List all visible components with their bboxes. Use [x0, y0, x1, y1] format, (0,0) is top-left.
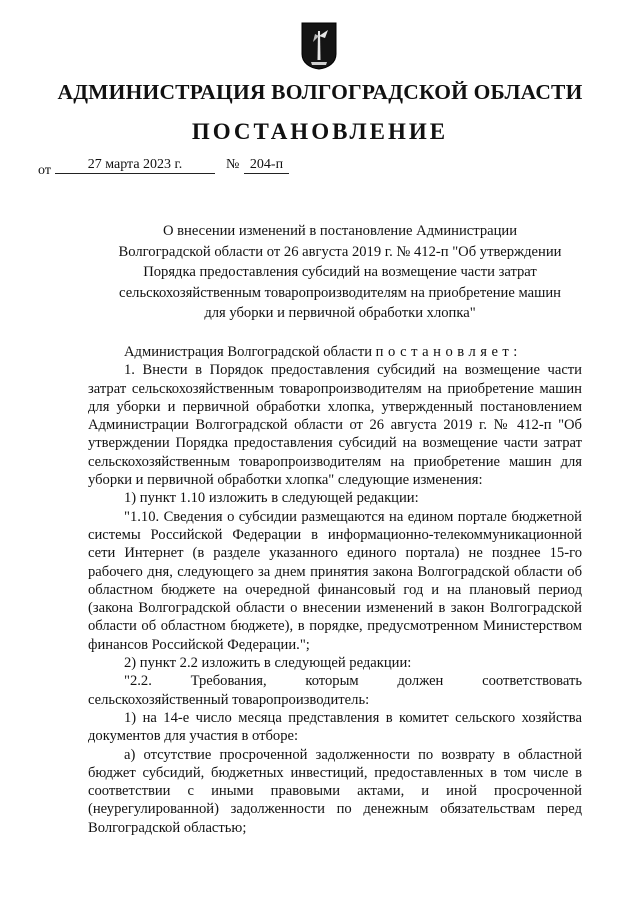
- document-type: ПОСТАНОВЛЕНИЕ: [191, 119, 449, 144]
- title-line: сельскохозяйственным товаропроизводителям на приобретение машин: [119, 284, 561, 301]
- date-prefix-label: от: [38, 163, 51, 178]
- resolves-word: постановляет:: [375, 344, 522, 360]
- title-line: Волгоградской области от 26 августа 2019 г. № 412-п "Об утверждении: [118, 243, 562, 260]
- body-paragraph: "1.10. Сведения о субсидии размещаются на едином портале бюджетной системы Российской Федерации в информационно-телекоммуникационной сети Интернет (в разделе указанного единого портала) не позднее 15-го рабочего дня, следующего за днем принятия закона Волгоградской области об областном бюджете на очередной финансовый год и на плановый период (закона Волгоградской области о внесении изменений в закон Волгоградской области об областном бюджете), в порядке, предусмотренном Министерством финансов Российской Федерации.";: [88, 508, 582, 653]
- document-body: [88, 343, 582, 837]
- coat-of-arms-icon: [301, 22, 337, 70]
- preamble-paragraph: [88, 343, 582, 361]
- number-prefix-label: №: [226, 157, 240, 172]
- body-paragraph: 1) на 14-е число месяца представления в комитет сельского хозяйства документов для участия в отборе:: [88, 709, 582, 745]
- document-number: 204-п: [244, 157, 289, 174]
- body-paragraph: "2.2. Требования, которым должен соответствовать сельскохозяйственный товаропроизводитель:: [88, 673, 582, 708]
- body-paragraph: а) отсутствие просроченной задолженности по возврату в областной бюджет субсидий, бюджетных инвестиций, предоставленных в том числе в соответствии с иными правовыми актами, и иной просроченной (неурегулированной) задолженности по денежным обязательствам перед Волгоградской областью;: [88, 746, 582, 836]
- body-paragraph: 2) пункт 2.2 изложить в следующей редакции:: [124, 655, 412, 672]
- title-line: О внесении изменений в постановление Администрации: [162, 223, 518, 239]
- preamble-text: Администрация Волгоградской области: [124, 344, 373, 360]
- document-date: 27 марта 2023 г.: [55, 157, 215, 174]
- organization-name: АДМИНИСТРАЦИЯ ВОЛГОГРАДСКОЙ ОБЛАСТИ: [57, 80, 583, 104]
- title-line: для уборки и первичной обработки хлопка": [204, 305, 476, 321]
- title-line: Порядка предоставления субсидий на возмещение части затрат: [143, 264, 537, 280]
- body-paragraph: 1. Внести в Порядок предоставления субсидий на возмещение части затрат сельскохозяйственным товаропроизводителям на приобретение машин для уборки и первичной обработки хлопка, утвержденный постановлением Администрации Волгоградской области от 26 августа 2019 г. № 412-п "Об утверждении Порядка предоставления субсидий на возмещение части затрат сельскохозяйственным товаропроизводителям на приобретение машин для уборки и первичной обработки хлопка" следующие изменения:: [88, 362, 582, 489]
- body-paragraph: 1) пункт 1.10 изложить в следующей редакции:: [124, 490, 419, 507]
- document-title: [70, 221, 610, 324]
